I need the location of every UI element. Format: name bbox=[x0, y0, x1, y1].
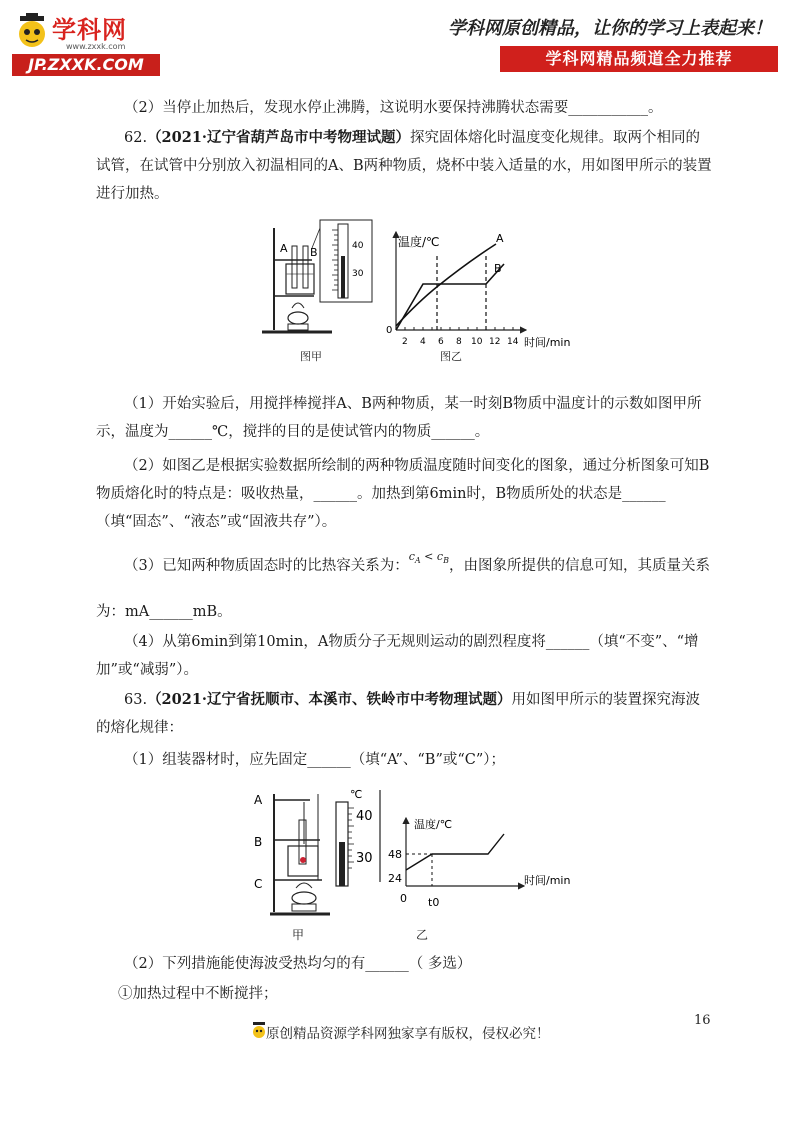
fig63-apparatus bbox=[250, 784, 390, 922]
fig63-y24: 24 bbox=[388, 872, 402, 885]
fig62-apparatus bbox=[262, 218, 374, 342]
fig62-curve-B-label: B bbox=[494, 262, 502, 275]
q62-number: 62. bbox=[124, 130, 148, 146]
fig62-xtick: 10 bbox=[471, 337, 483, 347]
fig63-label-B: B bbox=[254, 835, 263, 849]
q62-source: （2021·辽宁省葫芦岛市中考物理试题） bbox=[147, 129, 410, 146]
q62-part3 bbox=[96, 552, 712, 585]
fig62-xtick: 12 bbox=[489, 337, 501, 347]
fig63-graph bbox=[384, 810, 584, 914]
q62-part2: （2）如图乙是根据实验数据所绘制的两种物质温度随时间变化的图象，通过分析图象可知B物质熔化时的特点是：吸收热量，______。加热到第6min时，B物质所处的状态是______（填“固态”、“液态”或“固液共存”）。 bbox=[96, 458, 710, 530]
q62-part3-b: ，由图象所提供的信息可知，其质量关系 bbox=[448, 558, 710, 574]
fig62-origin: 0 bbox=[386, 325, 393, 336]
q62-part3-c: 为：mA______mB。 bbox=[96, 604, 232, 620]
q62-part4: （4）从第6min到第10min，A物质分子无规则运动的剧烈程度将______（填“不变”、“增加”或“减弱”）。 bbox=[96, 634, 699, 678]
q63-part1: （1）组装器材时，应先固定______（填“A”、“B”或“C”）； bbox=[124, 752, 506, 768]
header-slogan: 学科网原创精品，让你的学习上表起来！ bbox=[448, 18, 772, 39]
fig63-caption-yi: 乙 bbox=[416, 928, 429, 942]
fig63-origin: 0 bbox=[400, 892, 407, 905]
fig63-therm-30: 30 bbox=[356, 851, 373, 866]
fig63-label-A: A bbox=[254, 793, 263, 807]
fig62-caption-yi: 图乙 bbox=[440, 350, 462, 363]
q62-stem: 探究固体熔化时温度变化规律。取两个相同的试管，在试管中分别放入初温相同的A、B两种物质，烧杯中装入适量的水，用如图甲所示的装置进行加热。 bbox=[96, 130, 712, 202]
fig63-curve bbox=[406, 834, 504, 870]
q62-part3-a: （3）已知两种物质固态时的比热容关系为： bbox=[124, 558, 409, 574]
logo-domain: JP.ZXXK.COM bbox=[12, 54, 160, 76]
fig63-y48: 48 bbox=[388, 848, 402, 861]
q63-part2: （2）下列措施能使海波受热均匀的有______（ 多选） bbox=[124, 956, 472, 972]
fig62-xlabel: 时间/min bbox=[524, 336, 571, 349]
q63-stem-block bbox=[96, 686, 712, 742]
fig62-caption-jia: 图甲 bbox=[300, 350, 322, 363]
fig62-curve-A-label: A bbox=[496, 232, 504, 245]
fig62-xtick: 6 bbox=[438, 337, 444, 347]
q62-part1: （1）开始实验后，用搅拌棒搅拌A、B两种物质，某一时刻B物质中温度计的示数如图甲所示，温度为______℃，搅拌的目的是使试管内的物质______。 bbox=[96, 396, 702, 440]
fig62-xtick: 2 bbox=[402, 337, 408, 347]
fig62-therm-40: 40 bbox=[352, 241, 364, 251]
q63-part2-option1: ①加热过程中不断搅拌； bbox=[118, 986, 278, 1002]
fig63-xlabel: 时间/min bbox=[524, 874, 571, 887]
fig62-graph bbox=[378, 226, 578, 354]
header-banner: 学科网精品频道全力推荐 bbox=[500, 46, 778, 72]
fig62-ylabel: 温度/℃ bbox=[398, 235, 440, 249]
fig62-xtick: 14 bbox=[507, 337, 519, 347]
footer-copyright: 原创精品资源学科网独家享有版权，侵权必究！ bbox=[266, 1026, 550, 1042]
fig62-curve-B bbox=[396, 264, 504, 330]
fig62-label-B: B bbox=[310, 246, 318, 259]
fig62-xtick: 8 bbox=[456, 337, 462, 347]
mascot-icon bbox=[252, 1018, 266, 1042]
q63-stem: 用如图甲所示的装置探究海波的熔化规律： bbox=[96, 692, 700, 736]
fig62-xtick: 4 bbox=[420, 337, 426, 347]
logo-site-url: www.zxxk.com bbox=[66, 42, 126, 51]
fig63-ylabel: 温度/℃ bbox=[414, 818, 453, 831]
site-logo bbox=[12, 8, 162, 78]
fig62-therm-30: 30 bbox=[352, 269, 364, 279]
q61-part2: （2）当停止加热后，发现水停止沸腾，这说明水要保持沸腾状态需要___________。 bbox=[124, 100, 663, 116]
fig63-label-C: C bbox=[254, 877, 263, 891]
specific-heat-formula: cA < cB bbox=[408, 550, 449, 566]
mascot-icon bbox=[14, 12, 50, 52]
fig63-therm-40: 40 bbox=[356, 809, 373, 824]
fig62-curve-A bbox=[396, 244, 496, 326]
page-number: 16 bbox=[694, 1013, 711, 1028]
fig63-therm-unit: ℃ bbox=[350, 788, 363, 801]
q63-number: 63. bbox=[124, 692, 148, 708]
fig62-label-A: A bbox=[280, 242, 288, 255]
q62-stem-block bbox=[96, 124, 712, 208]
logo-title: 学科网 bbox=[52, 16, 127, 44]
fig63-caption-jia: 甲 bbox=[292, 928, 305, 942]
q63-source: （2021·辽宁省抚顺市、本溪市、铁岭市中考物理试题） bbox=[147, 691, 512, 708]
fig63-t0: t0 bbox=[428, 896, 440, 909]
